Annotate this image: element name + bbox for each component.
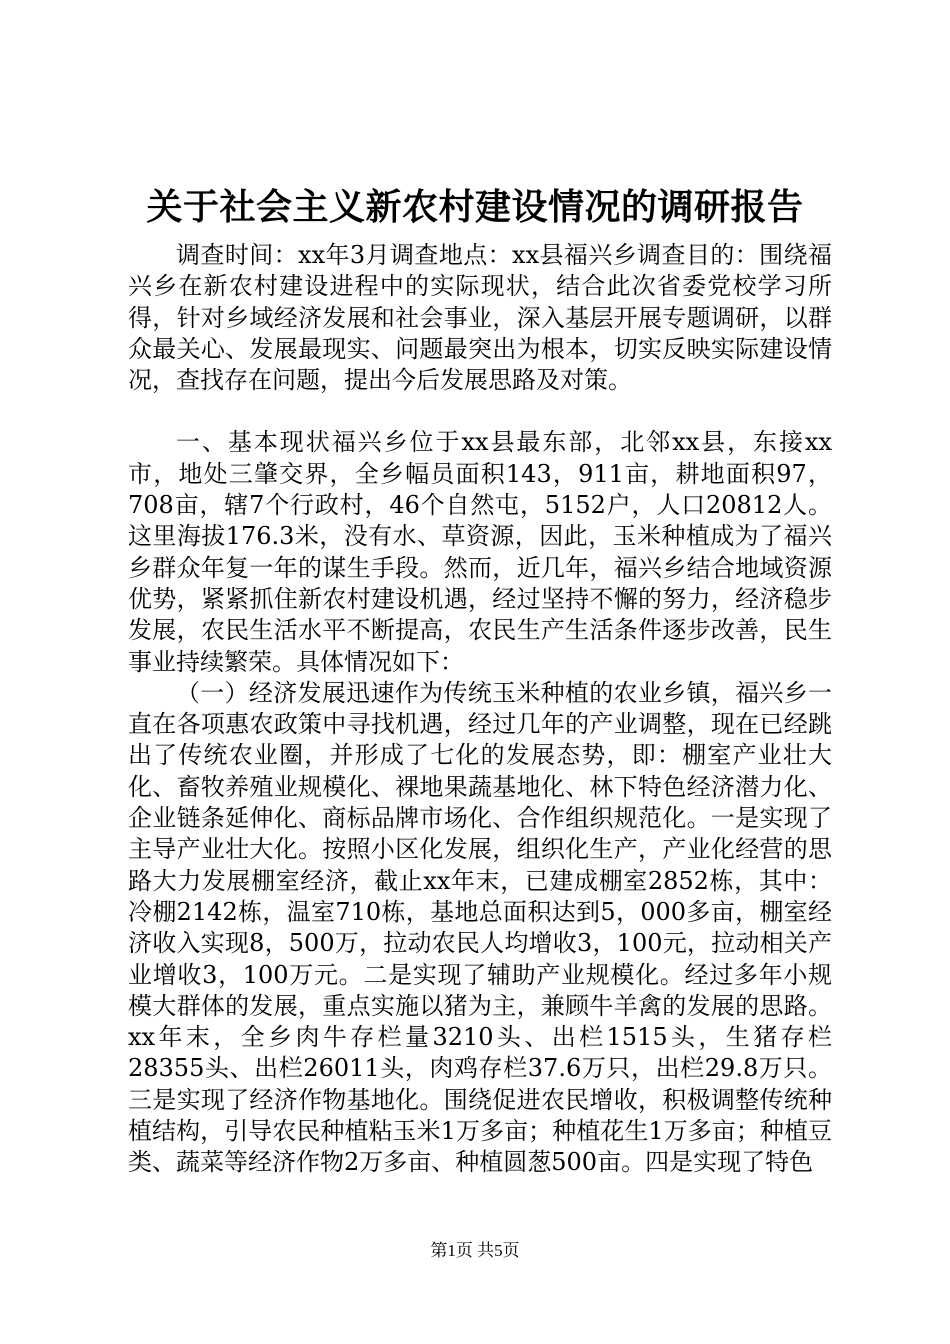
page-footer: 第1页 共5页 <box>430 1241 520 1260</box>
paragraph-economic-development: （一）经济发展迅速作为传统玉米种植的农业乡镇，福兴乡一直在各项惠农政策中寻找机遇，经过几年的产业调整，现在已经跳出了传统农业圈，并形成了七化的发展态势，即：棚室产业壮大化、畜牧养殖业规模化、裸地果蔬基地化、林下特色经济潜力化、企业链条延伸化、商标品牌市场化、合作组织规范化。一是实现了主导产业壮大化。按照小区化发展，组织化生产，产业化经营的思路大力发展棚室经济，截止xx年末，已建成棚室2852栋，其中：冷棚2142栋，温室710栋，基地总面积达到5，000多亩，棚室经济收入实现8，500万，拉动农民人均增收3，100元，拉动相关产业增收3，100万元。二是实现了辅助产业规模化。经过多年小规模大群体的发展，重点实施以猪为主，兼顾牛羊禽的发展的思路。xx年末，全乡肉牛存栏量3210头、出栏1515头，生猪存栏28355头、出栏26011头，肉鸡存栏37.6万只，出栏29.8万只。三是实现了经济作物基地化。围绕促进农民增收，积极调整传统种植结构，引导农民种植粘玉米1万多亩；种植花生1万多亩；种植豆类、蔬菜等经济作物2万多亩、种植圆葱500亩。四是实现了特色 <box>128 678 832 1177</box>
document-title: 关于社会主义新农村建设情况的调研报告 <box>146 186 804 228</box>
paragraph-basic-status: 一、基本现状福兴乡位于xx县最东部，北邻xx县，东接xx市，地处三肇交界，全乡幅员面积143，911亩，耕地面积97，708亩，辖7个行政村，46个自然屯，5152户，人口20812人。这里海拔176.3米，没有水、草资源，因此，玉米种植成为了福兴乡群众年复一年的谋生手段。然而，近几年，福兴乡结合地域资源优势，紧紧抓住新农村建设机遇，经过坚持不懈的努力，经济稳步发展，农民生活水平不断提高，农民生产生活条件逐步改善，民生事业持续繁荣。具体情况如下： <box>128 428 832 676</box>
paragraph-survey-info: 调查时间：xx年3月调查地点：xx县福兴乡调查目的：围绕福兴乡在新农村建设进程中的实际现状，结合此次省委党校学习所得，针对乡域经济发展和社会事业，深入基层开展专题调研，以群众最关心、发展最现实、问题最突出为根本，切实反映实际建设情况，查找存在问题，提出今后发展思路及对策。 <box>128 241 832 395</box>
document-body <box>128 240 832 1179</box>
